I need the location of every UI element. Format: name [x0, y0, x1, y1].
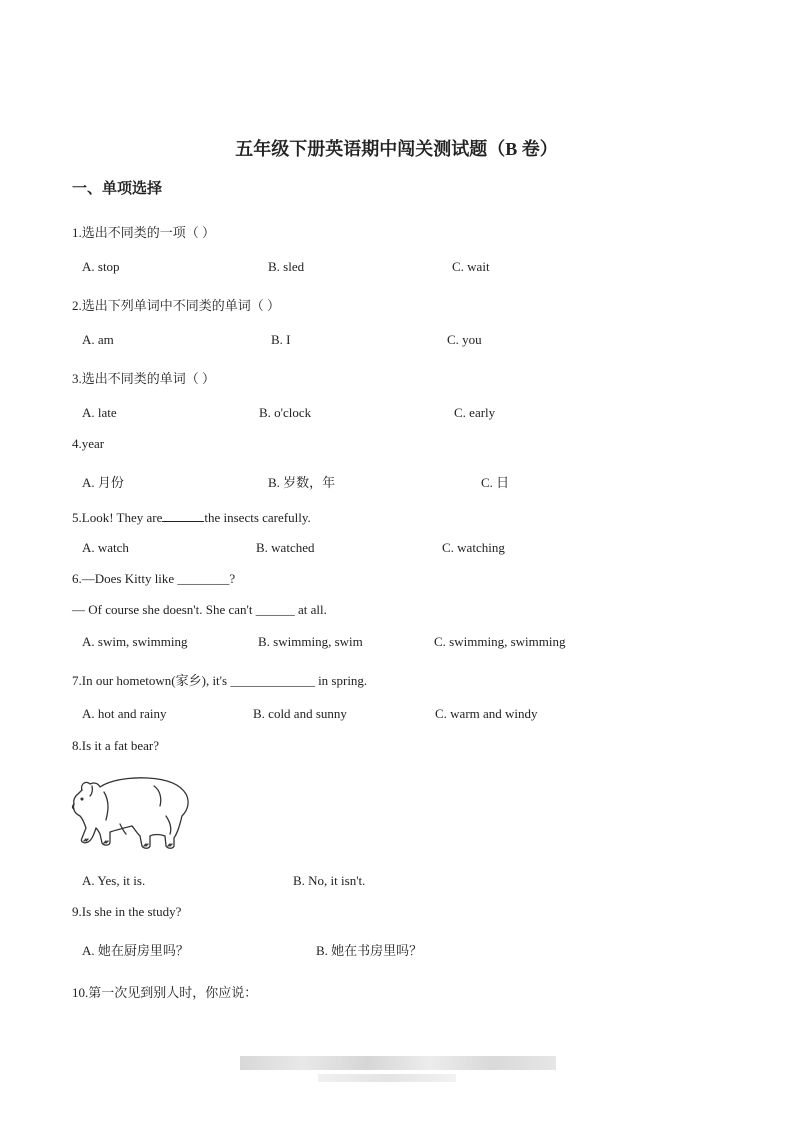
q2-option-c: C. you	[447, 332, 482, 347]
q5-stem-end: the insects carefully.	[204, 510, 311, 525]
answer-blank	[162, 509, 204, 522]
q1-option-b: B. sled	[268, 259, 305, 274]
section-heading: 一、单项选择	[72, 181, 163, 197]
q4-option-b: B. 岁数，年	[268, 475, 336, 490]
q9-option-a: A. 她在厨房里吗？	[82, 943, 189, 958]
blurred-footer-line	[318, 1074, 456, 1082]
question-10-stem: 10.第一次见到别人时，你应说：	[72, 985, 258, 1000]
q8-option-b: B. No, it isn't.	[293, 873, 366, 888]
question-9-stem: 9.Is she in the study?	[72, 904, 182, 919]
q9-option-b: B. 她在书房里吗？	[316, 943, 423, 958]
q2-option-a: A. am	[82, 332, 114, 347]
question-2-stem: 2.选出下列单词中不同类的单词（ ）	[72, 298, 281, 313]
question-5-stem	[72, 509, 311, 526]
q2-option-b: B. I	[271, 332, 291, 347]
q3-option-a: A. late	[82, 405, 117, 420]
question-6-stem: 6.—Does Kitty like ________?	[72, 571, 236, 586]
q6-option-a: A. swim, swimming	[82, 634, 188, 649]
page-title: 五年级下册英语期中闯关测试题（B 卷）	[235, 139, 558, 159]
question-1-stem: 1.选出不同类的一项（ ）	[72, 225, 216, 240]
q5-option-b: B. watched	[256, 540, 315, 555]
q6-option-c: C. swimming, swimming	[434, 634, 566, 649]
q5-option-a: A. watch	[82, 540, 129, 555]
question-8-stem: 8.Is it a fat bear?	[72, 738, 159, 753]
q7-option-a: A. hot and rainy	[82, 706, 167, 721]
question-7-stem: 7.In our hometown(家乡), it's _____________ in spring.	[72, 673, 368, 688]
bear-illustration	[70, 772, 192, 854]
q8-option-a: A. Yes, it is.	[82, 873, 146, 888]
q5-stem-start: 5.Look! They are	[72, 510, 163, 525]
q7-option-b: B. cold and sunny	[253, 706, 347, 721]
q1-option-c: C. wait	[452, 259, 490, 274]
q3-option-b: B. o'clock	[259, 405, 312, 420]
q3-option-c: C. early	[454, 405, 496, 420]
q7-option-c: C. warm and windy	[435, 706, 538, 721]
question-4-stem: 4.year	[72, 436, 105, 451]
q1-option-a: A. stop	[82, 259, 120, 274]
question-6-stem-line2: — Of course she doesn't. She can't ______ at all.	[72, 602, 327, 617]
q5-option-c: C. watching	[442, 540, 505, 555]
blurred-footer	[240, 1056, 556, 1070]
q4-option-c: C. 日	[481, 475, 510, 490]
q6-option-b: B. swimming, swim	[258, 634, 363, 649]
q4-option-a: A. 月份	[82, 475, 124, 490]
question-3-stem: 3.选出不同类的单词（ ）	[72, 371, 216, 386]
